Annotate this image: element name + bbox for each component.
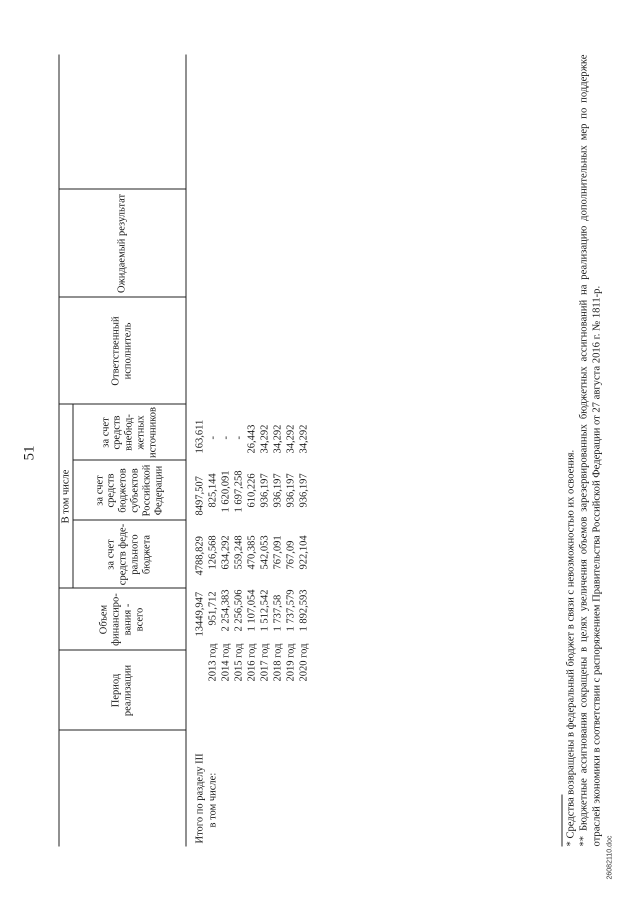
total-volume: 13449,947 bbox=[194, 591, 205, 636]
footnote-1: * Средства возвращены в федеральный бюджет в связи с невозможностью их освоения. bbox=[565, 449, 576, 846]
row-federal: 559,248 bbox=[233, 534, 244, 569]
row-volume: 2 256,506 bbox=[233, 589, 244, 631]
row-regional: 936,197 bbox=[285, 472, 296, 507]
row-offbudget: 34,292 bbox=[285, 424, 296, 453]
row-federal: 767,091 bbox=[272, 534, 283, 569]
header-including: В том числе bbox=[59, 404, 73, 588]
row-federal: 767,09 bbox=[285, 540, 296, 569]
row-offbudget: - bbox=[233, 435, 244, 439]
row-volume: 1 737,579 bbox=[285, 589, 296, 631]
header-blank-right bbox=[59, 54, 186, 189]
row-offbudget: 26,443 bbox=[246, 424, 257, 453]
row-regional: 936,197 bbox=[259, 472, 270, 507]
footnote-2: ** Бюджетные ассигнования сокращены в целях увеличения объемов зарезервированных бюджетных ассигнований на реализацию дополнительных мер по поддержке отраслей экономики в соответствии с распоряжением Правительства Российской Федерации от 27 августа 2016 г. № 1811-р. bbox=[578, 54, 603, 846]
row-federal: 470,385 bbox=[246, 534, 257, 569]
row-regional: 1 697,258 bbox=[233, 470, 244, 512]
row-period: 2015 год bbox=[233, 643, 244, 681]
row-federal: 126,568 bbox=[207, 534, 218, 569]
row-volume: 1 892,593 bbox=[298, 589, 309, 631]
label-including: в том числе: bbox=[207, 772, 218, 827]
header-offbudget: за счет средств внебюд-жетных источников bbox=[73, 404, 186, 460]
header-blank-left bbox=[59, 730, 73, 846]
header-result: Ожидаемый результат bbox=[59, 189, 186, 297]
row-period: 2019 год bbox=[285, 643, 296, 681]
file-id: 26082110.doc bbox=[606, 835, 613, 879]
row-offbudget: 34,292 bbox=[272, 424, 283, 453]
header-regional: за счет средств бюджетов субъектов Российской Федерации bbox=[73, 460, 186, 520]
footnotes bbox=[564, 54, 604, 846]
row-period: 2017 год bbox=[259, 643, 270, 681]
row-period: 2018 год bbox=[272, 643, 283, 681]
row-offbudget: 34,292 bbox=[259, 424, 270, 453]
row-period: 2014 год bbox=[220, 643, 231, 681]
row-offbudget: - bbox=[207, 435, 218, 439]
page-number: 51 bbox=[21, 445, 37, 460]
row-offbudget: 34,292 bbox=[298, 424, 309, 453]
header-period: Период реализации bbox=[59, 650, 186, 730]
total-federal: 4788,829 bbox=[194, 535, 205, 575]
row-period: 2013 год bbox=[207, 643, 218, 681]
footnote-rule bbox=[561, 794, 562, 846]
financing-table bbox=[58, 54, 186, 846]
row-federal: 542,053 bbox=[259, 534, 270, 569]
row-regional: 936,197 bbox=[272, 472, 283, 507]
row-volume: 1 107,054 bbox=[246, 589, 257, 631]
total-regional: 8497,507 bbox=[194, 475, 205, 515]
row-regional: 825,144 bbox=[207, 472, 218, 507]
row-volume: 951,712 bbox=[207, 590, 218, 625]
row-period: 2016 год bbox=[246, 643, 257, 681]
row-offbudget: - bbox=[220, 435, 231, 439]
row-federal: 634,292 bbox=[220, 534, 231, 569]
row-regional: 936,197 bbox=[298, 472, 309, 507]
row-federal: 922,104 bbox=[298, 534, 309, 569]
row-volume: 1 512,542 bbox=[259, 589, 270, 631]
header-federal: за счет средств феде-рального бюджета bbox=[73, 520, 186, 588]
label-total: Итого по разделу III bbox=[194, 752, 205, 843]
total-offbudget: 163,611 bbox=[194, 419, 205, 453]
row-period: 2020 год bbox=[298, 643, 309, 681]
header-blank-left-2 bbox=[73, 730, 186, 846]
row-volume: 2 254,383 bbox=[220, 589, 231, 631]
row-volume: 1 737,58 bbox=[272, 594, 283, 631]
header-responsible: Ответственный исполнитель bbox=[59, 297, 186, 404]
header-volume: Объем финансиро-вания - всего bbox=[59, 588, 186, 650]
row-regional: 1 620,091 bbox=[220, 470, 231, 512]
row-regional: 610,226 bbox=[246, 472, 257, 507]
